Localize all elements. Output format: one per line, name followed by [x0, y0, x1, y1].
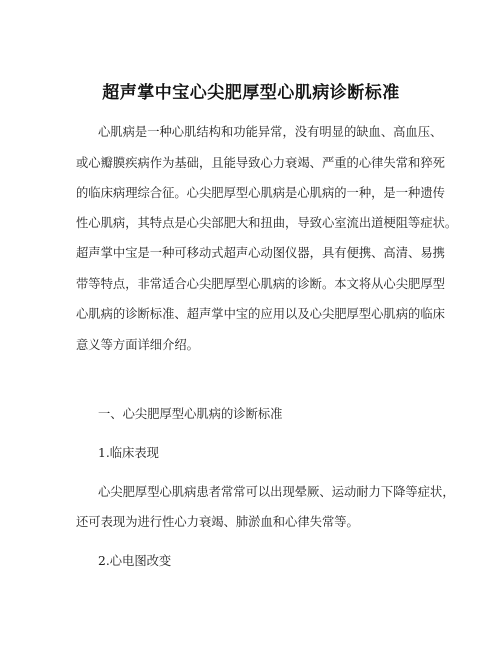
- clinical-paragraph-line: 还可表现为进行性心力衰竭、肺淤血和心律失常等。: [76, 515, 359, 529]
- section-heading: 一、心尖肥厚型心肌病的诊断标准: [98, 407, 283, 421]
- subsection-heading-clinical: 1.临床表现: [98, 446, 159, 460]
- intro-paragraph-line: 心肌病的诊断标准、超声掌中宝的应用以及心尖肥厚型心肌病的临床: [76, 307, 445, 321]
- subsection-heading-ecg: 2.心电图改变: [98, 554, 172, 568]
- intro-paragraph-line: 意义等方面详细介绍。: [76, 338, 199, 352]
- intro-paragraph-line: 的临床病理综合征。心尖肥厚型心肌病是心肌病的一种，是一种遗传: [76, 186, 445, 200]
- intro-paragraph-line: 性心肌病，其特点是心尖部肥大和扭曲，导致心室流出道梗阻等症状。: [76, 216, 458, 230]
- document-title: 超声掌中宝心尖肥厚型心肌病诊断标准: [102, 83, 400, 103]
- intro-paragraph-line: 带等特点，非常适合心尖肥厚型心肌病的诊断。本文将从心尖肥厚型: [76, 277, 445, 291]
- intro-paragraph-line: 超声掌中宝是一种可移动式超声心动图仪器，具有便携、高清、易携: [76, 246, 445, 260]
- intro-paragraph-line: 或心瓣膜疾病作为基础，且能导致心力衰竭、严重的心律失常和猝死: [76, 156, 445, 170]
- clinical-paragraph-line: 心尖肥厚型心肌病患者常常可以出现晕厥、运动耐力下降等症状，: [98, 485, 455, 499]
- intro-paragraph-line: 心肌病是一种心肌结构和功能异常，没有明显的缺血、高血压、: [98, 125, 443, 139]
